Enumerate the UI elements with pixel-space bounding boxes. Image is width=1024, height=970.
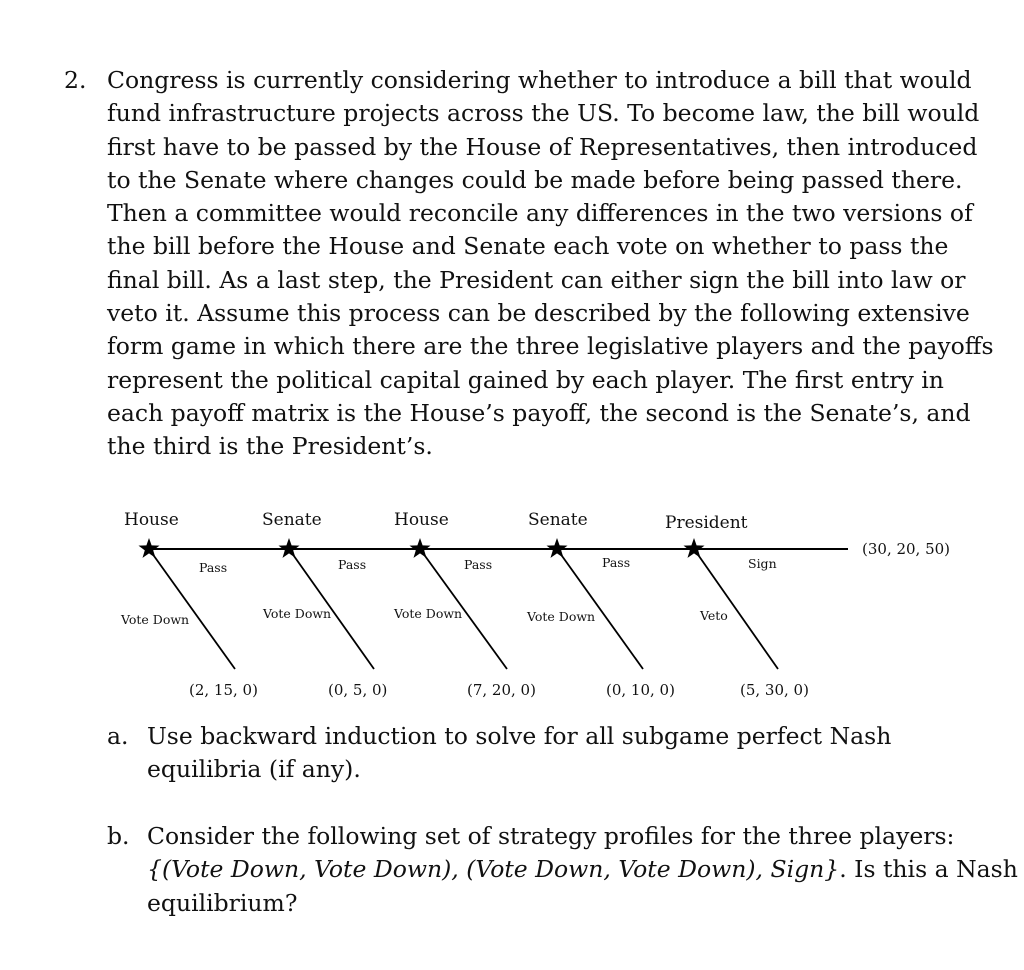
branch-label-pass: Pass bbox=[199, 560, 228, 575]
question-line: Congress is currently considering whether to introduce a bill that would bbox=[107, 66, 972, 94]
branch-label-vote-down: Vote Down bbox=[121, 612, 190, 627]
branch-label-vote-down: Vote Down bbox=[263, 606, 332, 621]
part-b-line-rest: . Is this a Nash bbox=[839, 855, 1018, 884]
terminal-payoff-label: (30, 20, 50) bbox=[862, 540, 951, 558]
part-a-line: equilibria (if any). bbox=[147, 755, 361, 784]
decision-node-star-icon bbox=[547, 538, 568, 558]
decision-node-star-icon bbox=[410, 538, 431, 558]
question-line: fund infrastructure projects across the US. To become law, the bill would bbox=[107, 99, 980, 128]
question-line: the third is the President’s. bbox=[107, 432, 433, 461]
branch-label-sign: Sign bbox=[748, 556, 777, 571]
player-label-president: President bbox=[665, 513, 748, 533]
decision-node-star-icon bbox=[139, 538, 160, 558]
payoff-label: (5, 30, 0) bbox=[740, 681, 809, 699]
payoff-label: (0, 10, 0) bbox=[606, 681, 675, 699]
decision-node-star-icon bbox=[279, 538, 300, 558]
question-line: to the Senate where changes could be made before being passed there. bbox=[107, 165, 963, 194]
player-label-house: House bbox=[394, 510, 449, 530]
part-b-line: Consider the following set of strategy profiles for the three players: bbox=[147, 822, 955, 850]
payoff-label: (2, 15, 0) bbox=[189, 681, 258, 699]
part-b-line: equilibrium? bbox=[147, 888, 298, 917]
decision-node-star-icon bbox=[684, 538, 705, 558]
branch-label-veto: Veto bbox=[700, 608, 728, 623]
payoff-label: (7, 20, 0) bbox=[467, 681, 536, 699]
question-line: the bill before the House and Senate each vote on whether to pass the bbox=[107, 232, 949, 261]
player-label-senate: Senate bbox=[528, 510, 588, 530]
player-label-senate: Senate bbox=[262, 510, 322, 530]
part-b-line bbox=[147, 853, 1018, 886]
branch-label-pass: Pass bbox=[338, 557, 367, 572]
branch-label-pass: Pass bbox=[602, 555, 631, 570]
part-a-label: a. bbox=[107, 722, 129, 750]
question-line: represent the political capital gained by each player. The first entry in bbox=[107, 365, 944, 394]
question-text bbox=[107, 64, 994, 464]
branch-label-pass: Pass bbox=[464, 557, 493, 572]
question-line: veto it. Assume this process can be described by the following extensive bbox=[107, 299, 970, 328]
payoff-label: (0, 5, 0) bbox=[328, 681, 388, 699]
question-line: first have to be passed by the House of Representatives, then introduced bbox=[107, 132, 978, 161]
question-line: Then a committee would reconcile any differences in the two versions of bbox=[107, 199, 973, 228]
branch-label-vote-down: Vote Down bbox=[394, 606, 463, 621]
part-b-label: b. bbox=[107, 822, 130, 850]
part-a-line: Use backward induction to solve for all subgame perfect Nash bbox=[147, 722, 892, 750]
question-line: form game in which there are the three legislative players and the payoffs bbox=[107, 332, 994, 361]
strategy-profile: {(Vote Down, Vote Down), (Vote Down, Vote Down), Sign} bbox=[147, 855, 840, 884]
question-line: final bill. As a last step, the President can either sign the bill into law or bbox=[107, 265, 966, 294]
game-tree-diagram bbox=[0, 495, 1024, 710]
question-number: 2. bbox=[64, 66, 87, 94]
player-label-house: House bbox=[124, 510, 179, 530]
question-line: each payoff matrix is the House’s payoff, the second is the Senate’s, and bbox=[107, 398, 971, 427]
branch-label-vote-down: Vote Down bbox=[527, 609, 596, 624]
